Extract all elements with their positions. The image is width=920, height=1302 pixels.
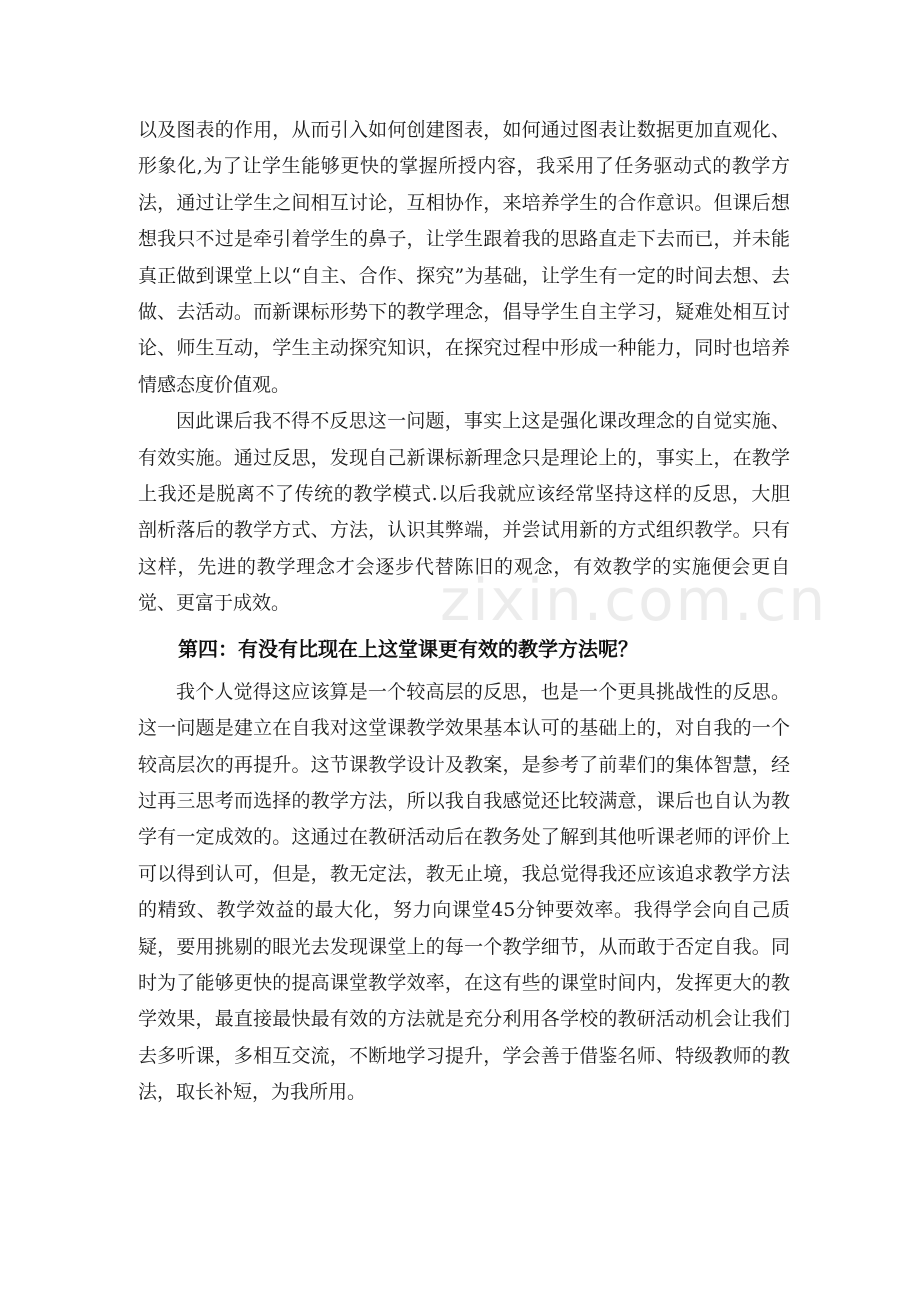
section-heading: 第四：有没有比现在上这堂课更有效的教学方法呢？ [178, 636, 638, 661]
watermark: zixin.com.cn [440, 566, 828, 634]
paragraph-continued: 以及图表的作用，从而引入如何创建图表，如何通过图表让数据更加直观化、形象化,为了让学生能够更快的掌握所授内容，我采用了任务驱动式的教学方法，通过让学生之间相互讨论，互相协作，来培养学生的合作意识。但课后想想我只不过是牵引着学生的鼻子，让学生跟着我的思路直走下去而已，并未能真正做到课堂上以“自主、合作、探究”为基础，让学生有一定的时间去想、去做、去活动。而新课标形势下的教学理念，倡导学生自主学习，疑难处相互讨论、师生互动，学生主动探究知识，在探究过程中形成一种能力，同时也培养情感态度价值观。 [138, 119, 790, 396]
document-body [138, 112, 790, 1111]
paragraph-reflection: 因此课后我不得不反思这一问题，事实上这是强化课改理念的自觉实施、有效实施。通过反思，发现自己新课标新理念只是理论上的，事实上，在教学上我还是脱离不了传统的教学模式.以后我就应该经常坚持这样的反思，大胆剖析落后的教学方式、方法，认识其弊端，并尝试用新的方式组织教学。只有这样，先进的教学理念才会逐步代替陈旧的观念，有效教学的实施便会更自觉、更富于成效。 [138, 410, 790, 615]
paragraph-section-four: 我个人觉得这应该算是一个较高层的反思，也是一个更具挑战性的反思。这一问题是建立在自我对这堂课教学效果基本认可的基础上的，对自我的一个较高层次的再提升。这节课教学设计及教案，是参考了前辈们的集体智慧，经过再三思考而选择的教学方法，所以我自我感觉还比较满意，课后也自认为教学有一定成效的。这通过在教研活动后在教务处了解到其他听课老师的评价上可以得到认可，但是，教无定法，教无止境，我总觉得我还应该追求教学方法的精致、教学效益的最大化，努力向课堂45分钟要效率。我得学会向自己质疑，要用挑剔的眼光去发现课堂上的每一个教学细节，从而敢于否定自我。同时为了能够更快的提高课堂教学效率，在这有些的课堂时间内，发挥更大的教学效果，最直接最快最有效的方法就是充分利用各学校的教研活动机会让我们去多听课，多相互交流，不断地学习提升，学会善于借鉴名师、特级教师的教法，取长补短，为我所用。 [138, 680, 790, 1104]
